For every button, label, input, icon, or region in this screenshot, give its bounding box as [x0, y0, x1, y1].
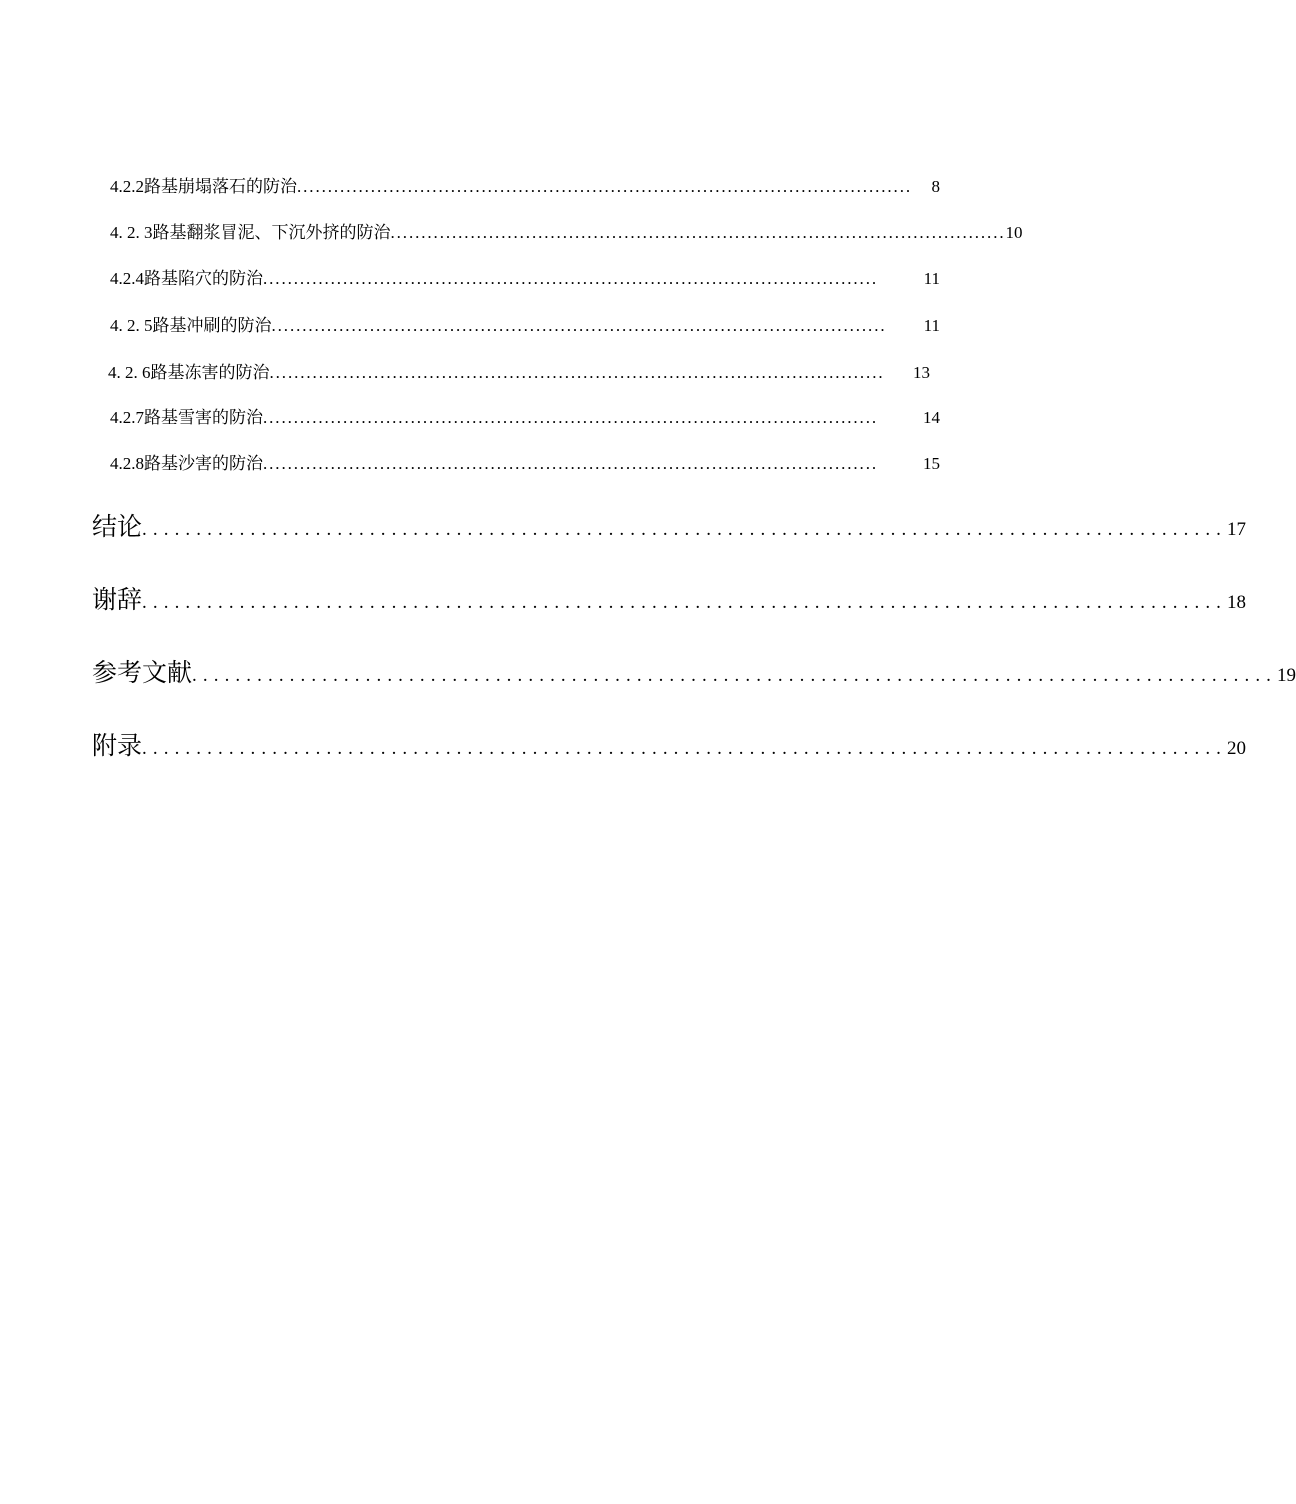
- toc-entry-4-2-8: [110, 452, 940, 476]
- toc-page-number: 19: [1277, 665, 1296, 686]
- toc-leader-dots: ....................................................................................................: [142, 519, 1228, 540]
- toc-entry-4-2-2: [110, 175, 940, 199]
- toc-entry-title: 参考文献: [92, 660, 193, 687]
- toc-leader-dots: ....................................................................................................: [192, 665, 1278, 686]
- toc-page-number: 11: [923, 316, 940, 335]
- toc-page-number: 11: [923, 269, 940, 288]
- toc-leader-dots: ....................................................................................................: [263, 454, 878, 473]
- toc-page-number: 14: [923, 408, 940, 427]
- toc-entry-title: 4. 2. 6路基冻害的防治: [108, 363, 270, 382]
- toc-entry-title: 4.2.7路基雪害的防治: [110, 408, 263, 427]
- toc-leader-dots: ....................................................................................................: [263, 408, 878, 427]
- toc-entry-title: 谢辞: [92, 587, 143, 614]
- toc-entry-title: 4.2.4路基陷穴的防治: [110, 269, 263, 288]
- toc-entry-title: 结论: [92, 514, 143, 541]
- toc-leader-dots: ....................................................................................................: [269, 363, 885, 382]
- toc-page-number: 13: [913, 363, 930, 382]
- toc-leader-dots: ....................................................................................................: [271, 316, 887, 335]
- toc-page-number: 8: [931, 177, 940, 196]
- toc-page-number: 18: [1227, 592, 1247, 613]
- toc-page-number: 10: [1005, 223, 1023, 242]
- toc-leader-dots: ....................................................................................................: [142, 738, 1228, 759]
- toc-entry-title: 4. 2. 5路基冲刷的防治: [110, 316, 272, 335]
- toc-entry-title: 4.2.8路基沙害的防治: [110, 454, 263, 473]
- toc-leader-dots: ....................................................................................................: [263, 269, 878, 288]
- toc-leader-dots: ....................................................................................................: [297, 177, 912, 196]
- toc-leader-dots: ....................................................................................................: [142, 592, 1228, 613]
- toc-leader-dots: ....................................................................................................: [390, 223, 1006, 242]
- toc-page-number: 15: [923, 454, 940, 473]
- toc-entry-title: 附录: [92, 733, 143, 760]
- toc-entry-4-2-3: [110, 221, 1023, 245]
- toc-entry-conclusion: [92, 512, 1247, 544]
- toc-page-number: 17: [1227, 519, 1247, 540]
- toc-page-number: 20: [1227, 738, 1247, 759]
- toc-entry-4-2-6: [108, 361, 930, 385]
- toc-entry-title: 4. 2. 3路基翻浆冒泥、下沉外挤的防治: [110, 223, 391, 242]
- toc-entry-4-2-7: [110, 406, 940, 430]
- toc-entry-4-2-4: [110, 267, 940, 291]
- toc-entry-4-2-5: [110, 314, 940, 338]
- toc-entry-acknowledgements: [92, 585, 1247, 617]
- toc-entry-title: 4.2.2路基崩塌落石的防治: [110, 177, 297, 196]
- toc-entry-appendix: [92, 731, 1247, 763]
- toc-entry-references: [92, 658, 1296, 690]
